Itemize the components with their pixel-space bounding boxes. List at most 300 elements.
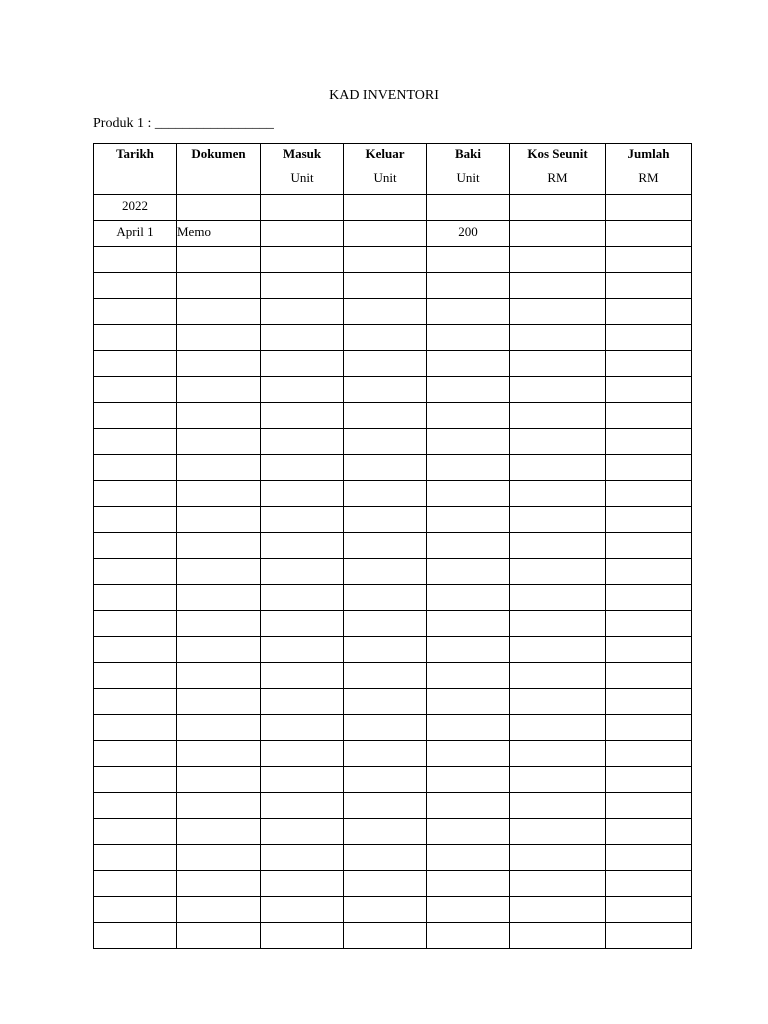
cell-dokumen	[177, 611, 261, 637]
cell-dokumen	[177, 299, 261, 325]
cell-value	[606, 741, 691, 744]
header-dokumen	[177, 144, 261, 195]
cell-value	[510, 819, 605, 822]
cell-jumlah	[606, 403, 692, 429]
cell-value	[177, 273, 260, 276]
cell-masuk	[261, 507, 344, 533]
cell-kos-seunit	[510, 481, 606, 507]
cell-jumlah	[606, 481, 692, 507]
cell-tarikh	[94, 559, 177, 585]
cell-keluar	[344, 507, 427, 533]
cell-value	[510, 247, 605, 250]
cell-value	[510, 663, 605, 666]
cell-kos-seunit	[510, 429, 606, 455]
cell-jumlah	[606, 819, 692, 845]
cell-value	[427, 663, 509, 666]
cell-value	[344, 611, 426, 614]
cell-masuk	[261, 689, 344, 715]
header-unit	[94, 162, 176, 170]
cell-masuk	[261, 637, 344, 663]
cell-value	[427, 897, 509, 900]
cell-value	[94, 585, 176, 588]
cell-value	[427, 559, 509, 562]
cell-value	[177, 481, 260, 484]
cell-value	[261, 819, 343, 822]
cell-value	[344, 247, 426, 250]
cell-keluar	[344, 351, 427, 377]
cell-keluar	[344, 637, 427, 663]
cell-dokumen	[177, 923, 261, 949]
cell-masuk	[261, 767, 344, 793]
cell-value	[94, 507, 176, 510]
cell-dokumen	[177, 455, 261, 481]
cell-value	[177, 741, 260, 744]
cell-kos-seunit	[510, 403, 606, 429]
cell-value	[261, 611, 343, 614]
cell-value	[510, 507, 605, 510]
cell-tarikh	[94, 689, 177, 715]
cell-masuk	[261, 663, 344, 689]
cell-value	[606, 377, 691, 380]
cell-value	[344, 377, 426, 380]
cell-value	[261, 585, 343, 588]
cell-value	[510, 533, 605, 536]
cell-value	[177, 585, 260, 588]
cell-value	[94, 871, 176, 874]
cell-value	[94, 715, 176, 718]
cell-value	[177, 611, 260, 614]
table-row	[94, 637, 692, 663]
cell-value	[94, 455, 176, 458]
cell-tarikh	[94, 325, 177, 351]
cell-value	[261, 221, 343, 224]
cell-kos-seunit	[510, 741, 606, 767]
cell-kos-seunit	[510, 767, 606, 793]
cell-value	[606, 819, 691, 822]
cell-dokumen	[177, 689, 261, 715]
cell-kos-seunit	[510, 897, 606, 923]
cell-value	[606, 585, 691, 588]
cell-dokumen	[177, 585, 261, 611]
cell-masuk	[261, 715, 344, 741]
cell-value	[510, 273, 605, 276]
cell-tarikh	[94, 741, 177, 767]
cell-value	[606, 871, 691, 874]
cell-value	[344, 533, 426, 536]
cell-value	[510, 351, 605, 354]
cell-value	[606, 533, 691, 536]
cell-jumlah	[606, 247, 692, 273]
cell-value	[427, 533, 509, 536]
cell-dokumen	[177, 715, 261, 741]
cell-value	[344, 793, 426, 796]
cell-keluar	[344, 871, 427, 897]
cell-jumlah	[606, 455, 692, 481]
cell-masuk	[261, 871, 344, 897]
cell-dokumen	[177, 637, 261, 663]
cell-value	[606, 689, 691, 692]
cell-masuk	[261, 481, 344, 507]
cell-masuk	[261, 533, 344, 559]
cell-tarikh	[94, 533, 177, 559]
cell-value	[177, 403, 260, 406]
table-row	[94, 559, 692, 585]
cell-value	[261, 715, 343, 718]
cell-masuk	[261, 845, 344, 871]
cell-value	[94, 637, 176, 640]
cell-baki	[427, 481, 510, 507]
table-row	[94, 247, 692, 273]
cell-baki	[427, 247, 510, 273]
cell-masuk	[261, 325, 344, 351]
cell-kos-seunit	[510, 923, 606, 949]
cell-value	[344, 663, 426, 666]
cell-value	[510, 481, 605, 484]
cell-kos-seunit	[510, 455, 606, 481]
cell-value	[177, 793, 260, 796]
cell-kos-seunit	[510, 585, 606, 611]
cell-tarikh	[94, 221, 177, 247]
cell-kos-seunit	[510, 793, 606, 819]
cell-value	[94, 403, 176, 406]
cell-value	[427, 741, 509, 744]
cell-keluar	[344, 273, 427, 299]
cell-kos-seunit	[510, 351, 606, 377]
cell-dokumen	[177, 897, 261, 923]
cell-value	[94, 273, 176, 276]
cell-value	[177, 715, 260, 718]
header-masuk	[261, 144, 344, 195]
cell-value	[177, 247, 260, 250]
cell-value	[606, 403, 691, 406]
cell-baki	[427, 195, 510, 221]
cell-masuk	[261, 923, 344, 949]
cell-value	[344, 351, 426, 354]
cell-jumlah	[606, 299, 692, 325]
table-row	[94, 767, 692, 793]
cell-keluar	[344, 611, 427, 637]
cell-value	[177, 299, 260, 302]
cell-value	[94, 481, 176, 484]
cell-keluar	[344, 481, 427, 507]
cell-tarikh	[94, 299, 177, 325]
cell-value	[94, 325, 176, 328]
cell-kos-seunit	[510, 845, 606, 871]
cell-value	[510, 585, 605, 588]
cell-value	[427, 611, 509, 614]
cell-keluar	[344, 455, 427, 481]
cell-value	[427, 715, 509, 718]
header-label: Masuk	[282, 146, 322, 161]
cell-baki	[427, 663, 510, 689]
cell-kos-seunit	[510, 533, 606, 559]
cell-value	[427, 403, 509, 406]
cell-baki	[427, 533, 510, 559]
cell-value	[606, 507, 691, 510]
header-label: Kos Seunit	[527, 146, 588, 161]
cell-tarikh	[94, 507, 177, 533]
cell-value	[606, 351, 691, 354]
cell-value	[510, 403, 605, 406]
header-unit: Unit	[456, 170, 480, 185]
cell-dokumen	[177, 559, 261, 585]
cell-baki	[427, 741, 510, 767]
cell-value	[261, 481, 343, 484]
cell-dokumen	[177, 403, 261, 429]
cell-baki	[427, 299, 510, 325]
cell-keluar	[344, 195, 427, 221]
cell-dokumen	[177, 377, 261, 403]
cell-dokumen	[177, 325, 261, 351]
cell-value	[606, 845, 691, 848]
cell-kos-seunit	[510, 611, 606, 637]
cell-value	[177, 637, 260, 640]
table-row	[94, 507, 692, 533]
table-row	[94, 195, 692, 221]
cell-masuk	[261, 299, 344, 325]
cell-value	[94, 351, 176, 354]
cell-baki	[427, 585, 510, 611]
cell-kos-seunit	[510, 247, 606, 273]
cell-value	[427, 273, 509, 276]
cell-jumlah	[606, 741, 692, 767]
cell-value	[344, 689, 426, 692]
cell-dokumen	[177, 819, 261, 845]
header-label: Keluar	[365, 146, 405, 161]
cell-masuk	[261, 559, 344, 585]
cell-keluar	[344, 845, 427, 871]
cell-value	[606, 637, 691, 640]
header-keluar	[344, 144, 427, 195]
cell-baki	[427, 611, 510, 637]
header-unit: Unit	[290, 170, 314, 185]
cell-tarikh	[94, 377, 177, 403]
cell-value	[510, 559, 605, 562]
cell-value	[606, 897, 691, 900]
cell-keluar	[344, 663, 427, 689]
cell-jumlah	[606, 793, 692, 819]
cell-keluar	[344, 741, 427, 767]
cell-value	[606, 559, 691, 562]
cell-tarikh	[94, 715, 177, 741]
cell-tarikh	[94, 429, 177, 455]
cell-masuk	[261, 585, 344, 611]
cell-masuk	[261, 897, 344, 923]
table-row	[94, 299, 692, 325]
cell-value	[261, 689, 343, 692]
cell-baki	[427, 923, 510, 949]
cell-jumlah	[606, 923, 692, 949]
cell-value: 200	[458, 224, 478, 239]
cell-value	[94, 611, 176, 614]
cell-jumlah	[606, 663, 692, 689]
header-kos-seunit	[510, 144, 606, 195]
cell-value	[94, 689, 176, 692]
cell-baki	[427, 429, 510, 455]
cell-tarikh	[94, 611, 177, 637]
table-row	[94, 481, 692, 507]
cell-value	[510, 455, 605, 458]
cell-tarikh	[94, 481, 177, 507]
cell-value	[606, 923, 691, 926]
cell-tarikh	[94, 923, 177, 949]
cell-value	[344, 559, 426, 562]
cell-value	[606, 793, 691, 796]
cell-value	[344, 455, 426, 458]
table-row	[94, 403, 692, 429]
cell-value	[606, 481, 691, 484]
cell-value	[94, 793, 176, 796]
cell-value	[606, 273, 691, 276]
cell-value	[510, 689, 605, 692]
table-row	[94, 689, 692, 715]
cell-value	[177, 195, 260, 198]
cell-value	[261, 455, 343, 458]
cell-dokumen	[177, 793, 261, 819]
cell-dokumen	[177, 845, 261, 871]
table-row	[94, 533, 692, 559]
inventory-table-body	[94, 195, 692, 949]
cell-value	[510, 871, 605, 874]
cell-value	[94, 845, 176, 848]
product-line: Produk 1 : _________________	[93, 116, 274, 131]
header-unit: RM	[547, 170, 568, 185]
cell-value	[261, 429, 343, 432]
cell-value	[427, 585, 509, 588]
cell-tarikh	[94, 273, 177, 299]
cell-value	[177, 377, 260, 380]
cell-baki	[427, 221, 510, 247]
cell-jumlah	[606, 195, 692, 221]
cell-baki	[427, 403, 510, 429]
cell-jumlah	[606, 325, 692, 351]
cell-dokumen	[177, 507, 261, 533]
cell-value	[510, 377, 605, 380]
cell-kos-seunit	[510, 819, 606, 845]
cell-value	[427, 793, 509, 796]
cell-value	[177, 871, 260, 874]
cell-masuk	[261, 195, 344, 221]
cell-masuk	[261, 611, 344, 637]
cell-jumlah	[606, 897, 692, 923]
cell-baki	[427, 897, 510, 923]
cell-value	[94, 819, 176, 822]
table-row	[94, 741, 692, 767]
cell-jumlah	[606, 559, 692, 585]
cell-value	[344, 845, 426, 848]
cell-value	[427, 689, 509, 692]
cell-jumlah	[606, 351, 692, 377]
cell-value	[94, 429, 176, 432]
header-tarikh	[94, 144, 177, 195]
cell-value	[261, 195, 343, 198]
cell-value	[427, 351, 509, 354]
cell-value	[94, 767, 176, 770]
cell-kos-seunit	[510, 377, 606, 403]
cell-tarikh	[94, 195, 177, 221]
cell-value	[606, 325, 691, 328]
cell-kos-seunit	[510, 273, 606, 299]
cell-value	[510, 923, 605, 926]
cell-tarikh	[94, 663, 177, 689]
cell-value	[261, 507, 343, 510]
cell-tarikh	[94, 897, 177, 923]
cell-value	[510, 715, 605, 718]
cell-value	[427, 455, 509, 458]
cell-keluar	[344, 429, 427, 455]
cell-value	[344, 481, 426, 484]
cell-tarikh	[94, 767, 177, 793]
cell-masuk	[261, 793, 344, 819]
cell-keluar	[344, 715, 427, 741]
cell-dokumen	[177, 247, 261, 273]
cell-keluar	[344, 923, 427, 949]
cell-masuk	[261, 403, 344, 429]
cell-value	[261, 637, 343, 640]
cell-value	[177, 429, 260, 432]
cell-value	[606, 299, 691, 302]
cell-value	[606, 429, 691, 432]
cell-baki	[427, 325, 510, 351]
cell-value	[344, 507, 426, 510]
cell-kos-seunit	[510, 221, 606, 247]
table-row	[94, 871, 692, 897]
table-row	[94, 715, 692, 741]
cell-value	[427, 429, 509, 432]
cell-kos-seunit	[510, 325, 606, 351]
header-unit: RM	[638, 170, 659, 185]
cell-value	[427, 507, 509, 510]
table-row	[94, 845, 692, 871]
cell-kos-seunit	[510, 195, 606, 221]
table-row	[94, 663, 692, 689]
cell-value	[344, 299, 426, 302]
header-row	[94, 144, 692, 195]
cell-value	[94, 299, 176, 302]
cell-kos-seunit	[510, 507, 606, 533]
cell-tarikh	[94, 351, 177, 377]
cell-value	[177, 559, 260, 562]
cell-value	[94, 741, 176, 744]
cell-keluar	[344, 325, 427, 351]
cell-value	[344, 897, 426, 900]
table-row	[94, 819, 692, 845]
cell-jumlah	[606, 533, 692, 559]
cell-value	[606, 715, 691, 718]
table-row	[94, 897, 692, 923]
cell-value	[427, 819, 509, 822]
cell-value	[177, 663, 260, 666]
cell-value	[261, 845, 343, 848]
cell-value	[427, 845, 509, 848]
cell-jumlah	[606, 767, 692, 793]
cell-value	[94, 377, 176, 380]
cell-dokumen	[177, 871, 261, 897]
cell-tarikh	[94, 585, 177, 611]
cell-jumlah	[606, 507, 692, 533]
cell-jumlah	[606, 637, 692, 663]
cell-value	[344, 767, 426, 770]
cell-value	[510, 741, 605, 744]
cell-value	[261, 247, 343, 250]
cell-kos-seunit	[510, 637, 606, 663]
cell-masuk	[261, 741, 344, 767]
cell-value	[94, 923, 176, 926]
cell-value	[177, 507, 260, 510]
cell-dokumen	[177, 741, 261, 767]
cell-value	[510, 845, 605, 848]
header-jumlah	[606, 144, 692, 195]
